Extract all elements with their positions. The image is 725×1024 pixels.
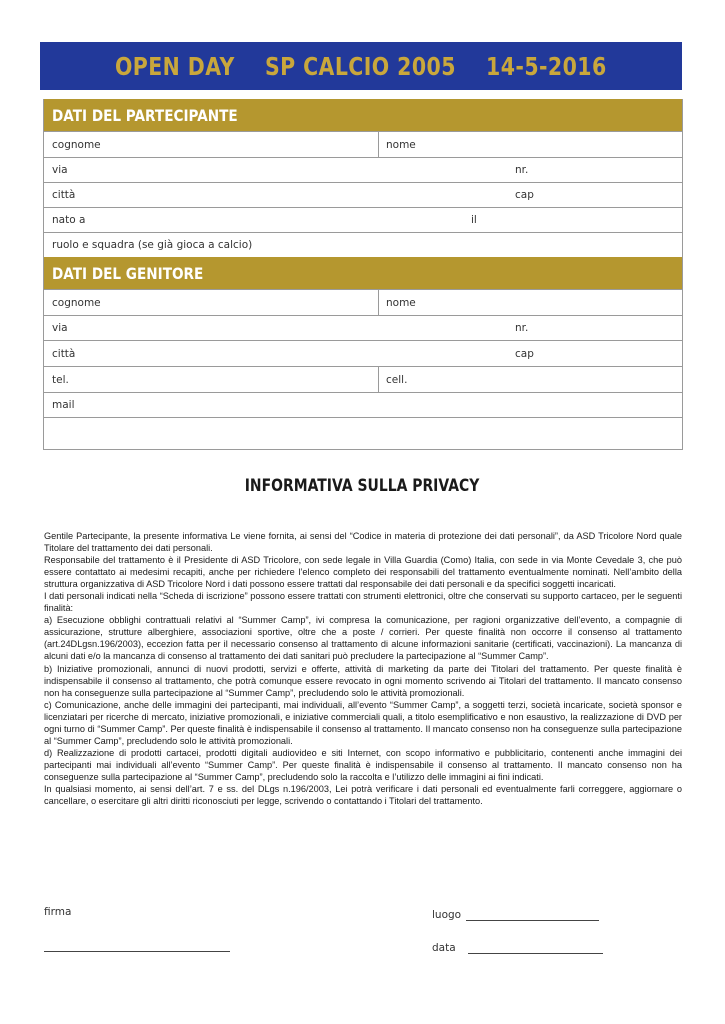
participant-nato-label: nato a (52, 214, 86, 226)
privacy-paragraph: Gentile Partecipante, la presente informativa Le viene fornita, ai sensi del “Codice in materia di protezione dei dati personali”, da ASD Tricolore Nord quale Titolare del trattamento dei dati personali. (44, 531, 682, 554)
participant-row-address[interactable] (44, 158, 682, 183)
parent-nome-label: nome (386, 296, 416, 309)
parent-section (43, 257, 683, 450)
participant-cognome-label: cognome (52, 138, 101, 151)
participant-nr-label: nr. (515, 164, 529, 176)
parent-via-label: via (52, 322, 68, 334)
parent-header: DATI DEL GENITORE (44, 257, 682, 289)
participant-row-birth[interactable] (44, 208, 682, 233)
parent-nr-label: nr. (515, 322, 529, 334)
participant-via-label: via (52, 164, 68, 176)
participant-header: DATI DEL PARTECIPANTE (44, 99, 682, 131)
participant-il-label: il (471, 214, 477, 226)
parent-row-name[interactable] (44, 289, 682, 316)
privacy-text (44, 530, 682, 807)
privacy-paragraph: Responsabile del trattamento è il Presidente di ASD Tricolore, con sede legale in Villa Guardia (Como) Italia, con sede in via Monte Cevedale 3, che può essere contattato ai medesimi recapiti, anche per richiedere l’elenco completo dei responsabili del trattamento eventualmente nominati. Nell’ambito della struttura organizzativa di ASD Tricolore Nord i dati possono essere trattati dal responsabile dei dati personali e da specifici soggetti incaricati. (44, 555, 682, 590)
event-banner (40, 42, 682, 90)
participant-cap-label: cap (515, 189, 534, 201)
parent-cognome-label: cognome (52, 296, 101, 309)
privacy-paragraph: c) Comunicazione, anche delle immagini dei partecipanti, mai individuali, all’evento “Summer Camp”, a soggetti terzi, società incaricate, società sponsor e licenziatari per ricerche di mercato, iniziative promozionali, e iniziative commerciali quali, a titolo esemplificativo e non esaustivo, la realizzazione di DVD per ogni turno di “Summer Camp”. Per queste finalità è indispensabile il consenso al trattamento. Il mancato consenso non ha conseguenze sulla partecipazione al “Summer Camp”, precludendo solo le attività promozionali. (44, 699, 682, 746)
firma-line[interactable] (44, 951, 230, 952)
data-label: data (432, 942, 456, 954)
parent-tel-label: tel. (52, 373, 69, 386)
parent-citta-label: città (52, 347, 76, 360)
participant-section (43, 99, 683, 257)
data-line[interactable] (468, 953, 603, 954)
parent-row-address[interactable] (44, 316, 682, 341)
participant-citta-label: città (52, 189, 76, 201)
participant-ruolo-label: ruolo e squadra (se già gioca a calcio) (52, 239, 253, 251)
participant-row-role[interactable] (44, 233, 682, 257)
participant-row-name[interactable] (44, 131, 682, 158)
participant-nome-label: nome (386, 138, 416, 151)
privacy-paragraph: I dati personali indicati nella “Scheda di iscrizione” possono essere trattati con strumenti elettronici, oltre che conservati su supporto cartaceo, per le seguenti finalità: (44, 591, 682, 614)
parent-cap-label: cap (515, 347, 534, 360)
privacy-paragraph: d) Realizzazione di prodotti cartacei, prodotti digitali audiovideo e siti Internet, con scopo informativo e pubblicitario, contenenti anche immagini dei partecipanti mai individuali all’evento “Summer Camp”. Per queste finalità è indispensabile il consenso al trattamento. Il mancato consenso non ha conseguenze sulla partecipazione al “Summer Camp”, precludendo solo la raccolta e l’utilizzo delle immagini ai fini indicati. (44, 747, 682, 782)
banner-title: OPEN DAY SP CALCIO 2005 14-5-2016 (115, 51, 607, 81)
participant-row-city[interactable] (44, 183, 682, 208)
parent-row-city[interactable] (44, 341, 682, 367)
luogo-label: luogo (432, 909, 462, 921)
parent-row-phone[interactable] (44, 367, 682, 393)
parent-mail-label: mail (52, 399, 75, 411)
luogo-line[interactable] (466, 920, 599, 921)
parent-row-mail[interactable] (44, 393, 682, 418)
privacy-paragraph: b) Iniziative promozionali, annunci di nuovi prodotti, servizi e offerte, attività di marketing da parte dei Titolari del trattamento. Per queste finalità è indispensabile il consenso al trattamento, che potrà comunque essere revocato in ogni momento scrivendo ai Titolari del trattamento. Il mancato consenso non ha conseguenze sulla partecipazione al “Summer Camp”, precludendo solo le attività promozionali. (44, 663, 682, 698)
privacy-paragraph: a) Esecuzione obblighi contrattuali relativi al “Summer Camp”, ivi compresa la comunicazione, per ragioni organizzative dell’evento, a compagnie di assicurazione, strutture alberghiere, associazioni sportive, oltre che a poste / corrieri. Per queste finalità non occorre il consenso al trattamento (art.24DLgsn.196/2003), eccezion fatta per il necessario consenso al trattamento di alcune informazioni sanitarie (certificati, vaccinazioni). La mancanza di alcuni dati e/o la mancanza di consenso al trattamento dei dati sanitari può precludere la partecipazione al “Summer Camp”. (44, 615, 682, 662)
parent-row-extra[interactable] (44, 418, 682, 450)
firma-label: firma (44, 906, 72, 918)
parent-cell-label: cell. (386, 373, 408, 386)
privacy-paragraph: In qualsiasi momento, ai sensi dell’art. 7 e ss. del DLgs n.196/2003, Lei potrà verificare i dati personali ed eventualmente farli correggere, aggiornare o cancellare, o esercitare gli altri diritti riconosciuti per legge, scrivendo o contattando i Titolari del trattamento. (44, 783, 682, 807)
privacy-title: INFORMATIVA SULLA PRIVACY (245, 476, 480, 496)
